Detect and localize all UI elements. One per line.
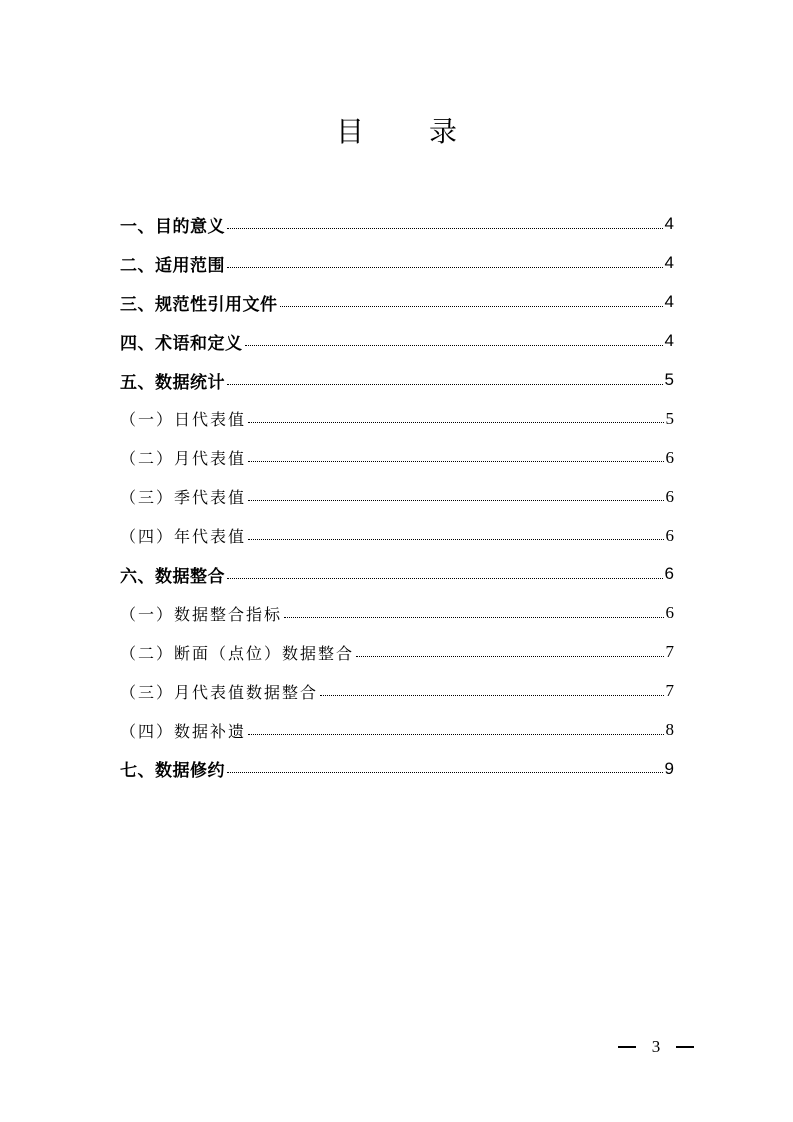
footer-dash-left: [618, 1046, 636, 1048]
toc-subentry[interactable]: [120, 477, 674, 516]
toc-dot-leader: [248, 461, 663, 462]
toc-entry-page: 5: [664, 370, 674, 389]
toc-subentry-label: （三）月代表值数据整合: [120, 682, 319, 702]
toc-entry[interactable]: [120, 555, 674, 594]
toc-dot-leader: [356, 656, 663, 657]
toc-entry[interactable]: [120, 361, 674, 400]
toc-entry[interactable]: [120, 283, 674, 322]
toc-entry-page: 9: [664, 758, 674, 778]
toc-subentry-label: （二）月代表值: [120, 449, 247, 469]
toc-subentry[interactable]: [120, 399, 674, 438]
toc-subentry-label: （二）断面（点位）数据整合: [120, 643, 355, 663]
toc-dot-leader: [245, 345, 663, 346]
toc-subentry-label: （四）数据补遗: [120, 721, 247, 741]
toc-dot-leader: [248, 500, 663, 501]
toc-dot-leader: [227, 772, 663, 773]
toc-dot-leader: [227, 384, 663, 385]
toc-entry-page: 4: [664, 253, 674, 273]
toc-entry-label: 二、适用范围: [120, 255, 225, 276]
page-number: 3: [651, 1037, 661, 1056]
toc-dot-leader: [227, 228, 663, 229]
toc-dot-leader: [320, 695, 663, 696]
toc-entry-label: 四、术语和定义: [120, 333, 243, 354]
toc-subentry-label: （一）日代表值: [120, 410, 247, 430]
toc-entry[interactable]: [120, 322, 674, 361]
toc-title: 目 录: [336, 115, 485, 148]
toc-subentry-page: 5: [665, 408, 674, 428]
toc-subentry-page: 6: [665, 525, 674, 545]
toc-entry-label: 七、数据修约: [120, 761, 225, 782]
toc-dot-leader: [227, 267, 663, 268]
toc-entry-label: 五、数据统计: [120, 372, 225, 393]
toc-subentry[interactable]: [120, 594, 674, 633]
toc-subentry-page: 6: [665, 486, 674, 506]
toc-list: [120, 205, 674, 788]
toc-subentry-page: 8: [665, 720, 674, 740]
page-footer: [618, 1034, 694, 1060]
toc-subentry[interactable]: [120, 438, 674, 477]
toc-subentry[interactable]: [120, 672, 674, 711]
toc-subentry-page: 6: [665, 447, 674, 467]
toc-subentry-label: （一）数据整合指标: [120, 604, 283, 624]
footer-dash-right: [676, 1046, 694, 1048]
toc-dot-leader: [284, 617, 663, 618]
toc-subentry[interactable]: [120, 633, 674, 672]
toc-subentry-page: 6: [665, 603, 674, 623]
toc-dot-leader: [280, 306, 663, 307]
toc-entry-page: 4: [664, 292, 674, 312]
toc-entry-page: 6: [664, 564, 674, 584]
toc-entry-page: 4: [664, 214, 674, 234]
toc-dot-leader: [248, 539, 663, 540]
toc-entry[interactable]: [120, 205, 674, 244]
toc-subentry[interactable]: [120, 711, 674, 750]
toc-subentry[interactable]: [120, 516, 674, 555]
toc-entry-label: 六、数据整合: [120, 566, 225, 587]
toc-subentry-page: 7: [665, 642, 674, 662]
toc-subentry-label: （四）年代表值: [120, 527, 247, 547]
toc-subentry-page: 7: [665, 681, 674, 701]
toc-entry[interactable]: [120, 244, 674, 283]
toc-entry[interactable]: [120, 749, 674, 788]
toc-dot-leader: [248, 422, 663, 423]
toc-entry-label: 一、目的意义: [120, 216, 225, 237]
toc-entry-page: 4: [664, 331, 674, 351]
toc-entry-label: 三、规范性引用文件: [120, 294, 278, 315]
toc-dot-leader: [248, 734, 663, 735]
toc-dot-leader: [227, 578, 663, 579]
toc-subentry-label: （三）季代表值: [120, 488, 247, 508]
